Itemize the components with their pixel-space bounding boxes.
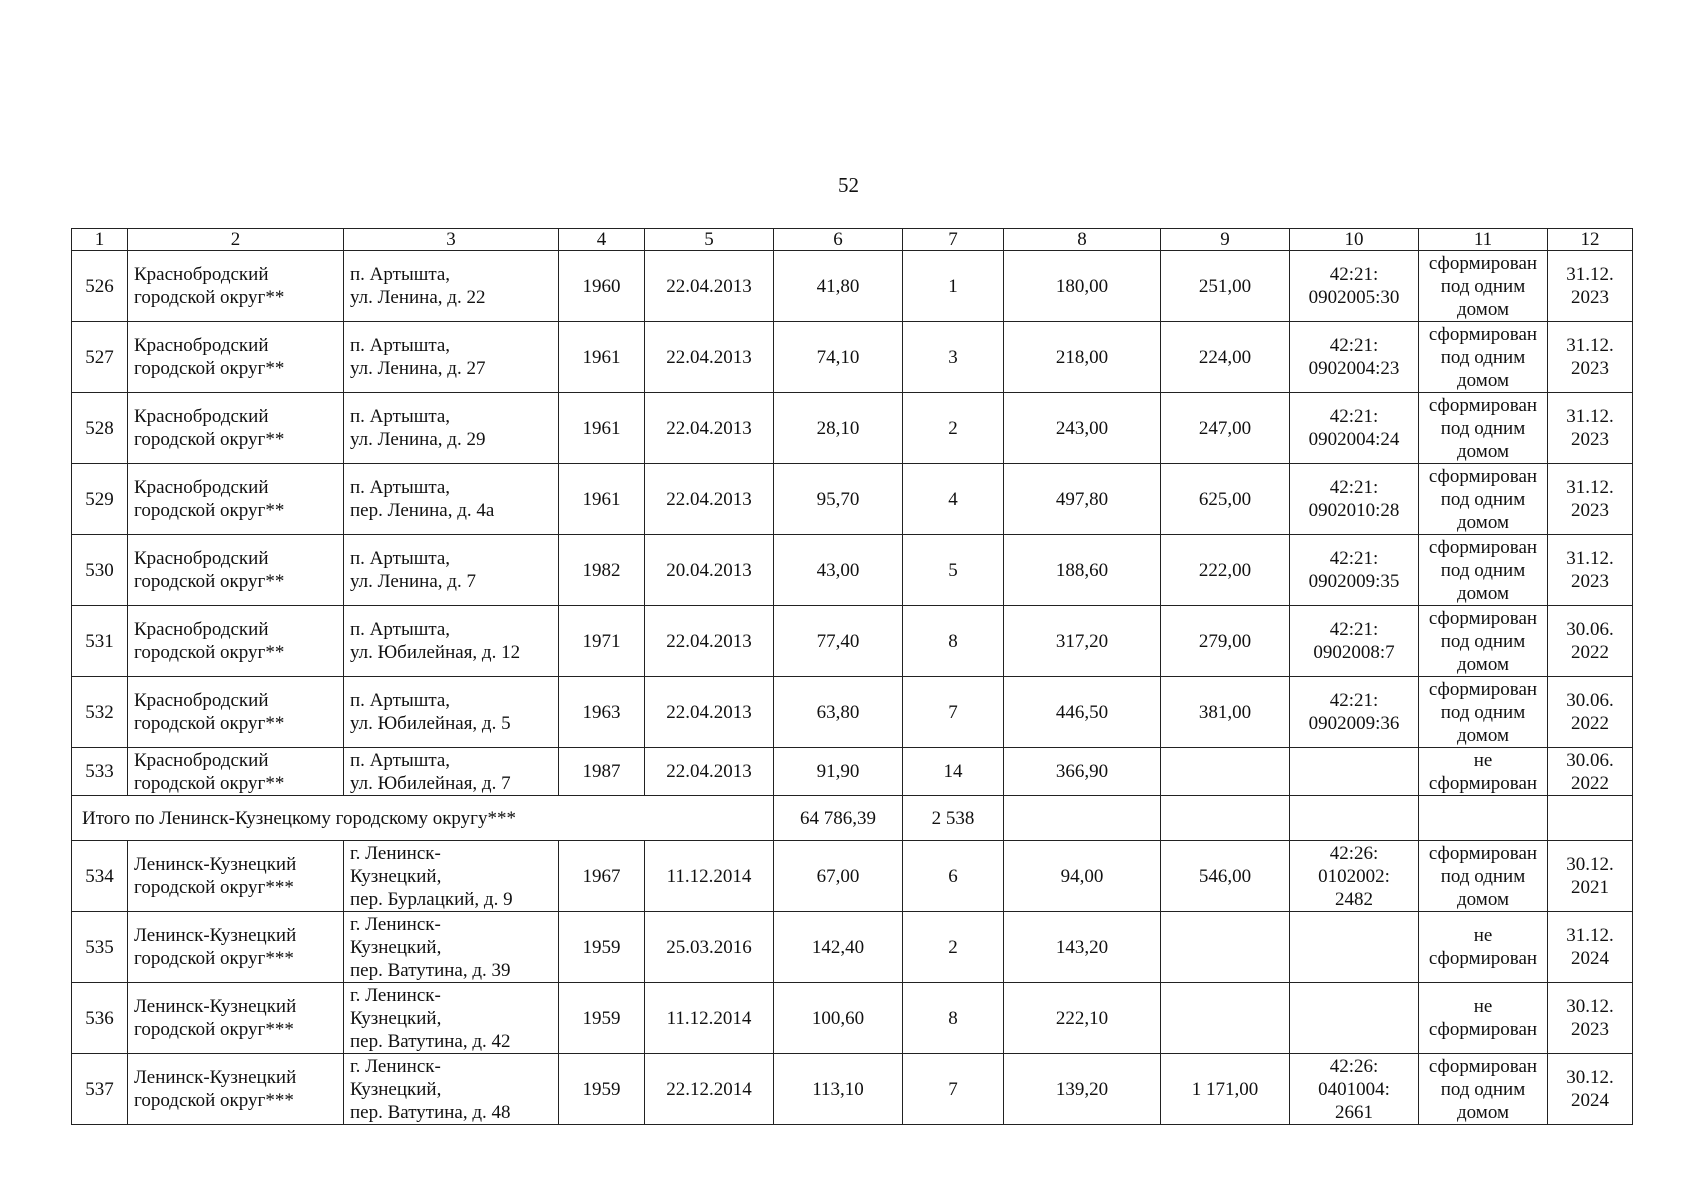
- resettled-area: 74,10: [774, 322, 903, 393]
- row-number: 531: [72, 606, 128, 677]
- construction-year: 1959: [559, 912, 645, 983]
- municipality-name: Краснобродский городской округ**: [128, 677, 344, 748]
- house-address: п. Артышта, пер. Ленина, д. 4а: [344, 464, 559, 535]
- construction-year: 1961: [559, 322, 645, 393]
- land-plot-area: 222,00: [1161, 535, 1290, 606]
- construction-year: 1963: [559, 677, 645, 748]
- land-plot-area: 279,00: [1161, 606, 1290, 677]
- land-plot-status: сформирован под одним домом: [1419, 841, 1548, 912]
- row-number: 529: [72, 464, 128, 535]
- table-row: [72, 535, 1633, 606]
- column-number: 12: [1548, 229, 1633, 251]
- building-area: 446,50: [1004, 677, 1161, 748]
- emergency-recognition-date: 22.04.2013: [645, 393, 774, 464]
- cadastral-number: 42:26: 0401004: 2661: [1290, 1054, 1419, 1125]
- table-row: [72, 983, 1633, 1054]
- building-area: 222,10: [1004, 983, 1161, 1054]
- house-address: п. Артышта, ул. Ленина, д. 27: [344, 322, 559, 393]
- resident-count: 2: [903, 393, 1004, 464]
- land-plot-area: 251,00: [1161, 251, 1290, 322]
- land-plot-area: [1161, 983, 1290, 1054]
- planned-deadline: 30.12. 2024: [1548, 1054, 1633, 1125]
- building-area: 139,20: [1004, 1054, 1161, 1125]
- cadastral-number: 42:21: 0902005:30: [1290, 251, 1419, 322]
- emergency-recognition-date: 22.04.2013: [645, 322, 774, 393]
- cadastral-number: 42:21: 0902004:23: [1290, 322, 1419, 393]
- total-label: Итого по Ленинск-Кузнецкому городскому округу***: [72, 796, 774, 841]
- resident-count: 6: [903, 841, 1004, 912]
- cadastral-number: 42:21: 0902009:36: [1290, 677, 1419, 748]
- construction-year: 1959: [559, 983, 645, 1054]
- municipality-name: Краснобродский городской округ**: [128, 251, 344, 322]
- column-number: 7: [903, 229, 1004, 251]
- resettled-area: 142,40: [774, 912, 903, 983]
- land-plot-area: [1161, 912, 1290, 983]
- table-row: [72, 1054, 1633, 1125]
- house-address: г. Ленинск- Кузнецкий, пер. Ватутина, д. 42: [344, 983, 559, 1054]
- page-number: 52: [838, 173, 859, 197]
- table-body: [72, 229, 1633, 1125]
- planned-deadline: 31.12. 2023: [1548, 393, 1633, 464]
- column-number: 4: [559, 229, 645, 251]
- municipality-name: Краснобродский городской округ**: [128, 535, 344, 606]
- house-address: п. Артышта, ул. Ленина, д. 29: [344, 393, 559, 464]
- resident-count: 7: [903, 1054, 1004, 1125]
- land-plot-area: 546,00: [1161, 841, 1290, 912]
- emergency-recognition-date: 22.04.2013: [645, 606, 774, 677]
- resident-count: 1: [903, 251, 1004, 322]
- row-number: 533: [72, 748, 128, 796]
- house-address: п. Артышта, ул. Юбилейная, д. 5: [344, 677, 559, 748]
- table-row: [72, 464, 1633, 535]
- land-plot-area: 381,00: [1161, 677, 1290, 748]
- construction-year: 1967: [559, 841, 645, 912]
- construction-year: 1971: [559, 606, 645, 677]
- cadastral-number: 42:21: 0902010:28: [1290, 464, 1419, 535]
- row-number: 532: [72, 677, 128, 748]
- house-address: п. Артышта, ул. Ленина, д. 7: [344, 535, 559, 606]
- construction-year: 1961: [559, 464, 645, 535]
- building-area: 94,00: [1004, 841, 1161, 912]
- resettled-area: 113,10: [774, 1054, 903, 1125]
- resettled-area: 91,90: [774, 748, 903, 796]
- planned-deadline: 31.12. 2023: [1548, 535, 1633, 606]
- table-row: [72, 393, 1633, 464]
- municipality-name: Ленинск-Кузнецкий городской округ***: [128, 983, 344, 1054]
- planned-deadline: 30.06. 2022: [1548, 748, 1633, 796]
- resident-count: 8: [903, 983, 1004, 1054]
- column-number: 10: [1290, 229, 1419, 251]
- cadastral-number: 42:21: 0902008:7: [1290, 606, 1419, 677]
- land-plot-status: не сформирован: [1419, 983, 1548, 1054]
- emergency-recognition-date: 22.04.2013: [645, 748, 774, 796]
- table-row: [72, 841, 1633, 912]
- table-row: [72, 322, 1633, 393]
- planned-deadline: 30.06. 2022: [1548, 677, 1633, 748]
- land-plot-status: сформирован под одним домом: [1419, 677, 1548, 748]
- column-number: 5: [645, 229, 774, 251]
- resettled-area: 100,60: [774, 983, 903, 1054]
- land-plot-status: сформирован под одним домом: [1419, 1054, 1548, 1125]
- resettled-area: 95,70: [774, 464, 903, 535]
- construction-year: 1982: [559, 535, 645, 606]
- table-row: [72, 606, 1633, 677]
- municipality-name: Краснобродский городской округ**: [128, 606, 344, 677]
- empty-cell: [1004, 796, 1161, 841]
- building-area: 188,60: [1004, 535, 1161, 606]
- building-area: 366,90: [1004, 748, 1161, 796]
- house-address: п. Артышта, ул. Юбилейная, д. 7: [344, 748, 559, 796]
- table-row: [72, 748, 1633, 796]
- land-plot-status: сформирован под одним домом: [1419, 322, 1548, 393]
- emergency-recognition-date: 11.12.2014: [645, 983, 774, 1054]
- emergency-recognition-date: 25.03.2016: [645, 912, 774, 983]
- total-area: 64 786,39: [774, 796, 903, 841]
- municipality-name: Ленинск-Кузнецкий городской округ***: [128, 841, 344, 912]
- land-plot-area: 625,00: [1161, 464, 1290, 535]
- planned-deadline: 31.12. 2023: [1548, 464, 1633, 535]
- construction-year: 1959: [559, 1054, 645, 1125]
- total-residents: 2 538: [903, 796, 1004, 841]
- resettled-area: 28,10: [774, 393, 903, 464]
- planned-deadline: 30.12. 2023: [1548, 983, 1633, 1054]
- resettled-area: 63,80: [774, 677, 903, 748]
- table-row: [72, 912, 1633, 983]
- building-area: 218,00: [1004, 322, 1161, 393]
- emergency-recognition-date: 22.04.2013: [645, 464, 774, 535]
- row-number: 526: [72, 251, 128, 322]
- land-plot-area: 224,00: [1161, 322, 1290, 393]
- empty-cell: [1548, 796, 1633, 841]
- resident-count: 14: [903, 748, 1004, 796]
- column-number: 2: [128, 229, 344, 251]
- resident-count: 8: [903, 606, 1004, 677]
- planned-deadline: 31.12. 2024: [1548, 912, 1633, 983]
- emergency-recognition-date: 20.04.2013: [645, 535, 774, 606]
- empty-cell: [1290, 796, 1419, 841]
- land-plot-area: 1 171,00: [1161, 1054, 1290, 1125]
- planned-deadline: 31.12. 2023: [1548, 251, 1633, 322]
- planned-deadline: 30.06. 2022: [1548, 606, 1633, 677]
- column-number: 6: [774, 229, 903, 251]
- emergency-recognition-date: 22.04.2013: [645, 677, 774, 748]
- resident-count: 2: [903, 912, 1004, 983]
- planned-deadline: 31.12. 2023: [1548, 322, 1633, 393]
- municipality-name: Краснобродский городской округ**: [128, 322, 344, 393]
- resettled-area: 67,00: [774, 841, 903, 912]
- municipality-name: Ленинск-Кузнецкий городской округ***: [128, 1054, 344, 1125]
- row-number: 527: [72, 322, 128, 393]
- empty-cell: [1419, 796, 1548, 841]
- construction-year: 1961: [559, 393, 645, 464]
- resettled-area: 77,40: [774, 606, 903, 677]
- building-area: 317,20: [1004, 606, 1161, 677]
- resident-count: 5: [903, 535, 1004, 606]
- municipality-name: Ленинск-Кузнецкий городской округ***: [128, 912, 344, 983]
- house-address: г. Ленинск- Кузнецкий, пер. Бурлацкий, д. 9: [344, 841, 559, 912]
- building-area: 497,80: [1004, 464, 1161, 535]
- planned-deadline: 30.12. 2021: [1548, 841, 1633, 912]
- resettled-area: 41,80: [774, 251, 903, 322]
- cadastral-number: 42:21: 0902004:24: [1290, 393, 1419, 464]
- cadastral-number: [1290, 748, 1419, 796]
- empty-cell: [1161, 796, 1290, 841]
- land-plot-status: сформирован под одним домом: [1419, 251, 1548, 322]
- land-plot-status: сформирован под одним домом: [1419, 606, 1548, 677]
- row-number: 536: [72, 983, 128, 1054]
- building-area: 143,20: [1004, 912, 1161, 983]
- table-row: [72, 677, 1633, 748]
- emergency-recognition-date: 22.12.2014: [645, 1054, 774, 1125]
- building-area: 180,00: [1004, 251, 1161, 322]
- column-number: 3: [344, 229, 559, 251]
- house-address: п. Артышта, ул. Ленина, д. 22: [344, 251, 559, 322]
- municipality-name: Краснобродский городской округ**: [128, 748, 344, 796]
- cadastral-number: [1290, 983, 1419, 1054]
- cadastral-number: 42:21: 0902009:35: [1290, 535, 1419, 606]
- house-address: п. Артышта, ул. Юбилейная, д. 12: [344, 606, 559, 677]
- resident-count: 3: [903, 322, 1004, 393]
- housing-register-table: [71, 228, 1633, 1125]
- emergency-recognition-date: 22.04.2013: [645, 251, 774, 322]
- resettled-area: 43,00: [774, 535, 903, 606]
- cadastral-number: [1290, 912, 1419, 983]
- land-plot-area: [1161, 748, 1290, 796]
- house-address: г. Ленинск- Кузнецкий, пер. Ватутина, д. 39: [344, 912, 559, 983]
- municipality-name: Краснобродский городской округ**: [128, 393, 344, 464]
- construction-year: 1960: [559, 251, 645, 322]
- emergency-recognition-date: 11.12.2014: [645, 841, 774, 912]
- column-number: 11: [1419, 229, 1548, 251]
- municipality-name: Краснобродский городской округ**: [128, 464, 344, 535]
- column-number: 8: [1004, 229, 1161, 251]
- resident-count: 4: [903, 464, 1004, 535]
- land-plot-status: сформирован под одним домом: [1419, 535, 1548, 606]
- total-row: [72, 796, 1633, 841]
- cadastral-number: 42:26: 0102002: 2482: [1290, 841, 1419, 912]
- column-number: 1: [72, 229, 128, 251]
- table-row: [72, 251, 1633, 322]
- land-plot-status: не сформирован: [1419, 912, 1548, 983]
- row-number: 537: [72, 1054, 128, 1125]
- row-number: 530: [72, 535, 128, 606]
- row-number: 528: [72, 393, 128, 464]
- resident-count: 7: [903, 677, 1004, 748]
- building-area: 243,00: [1004, 393, 1161, 464]
- land-plot-status: сформирован под одним домом: [1419, 393, 1548, 464]
- land-plot-area: 247,00: [1161, 393, 1290, 464]
- house-address: г. Ленинск- Кузнецкий, пер. Ватутина, д. 48: [344, 1054, 559, 1125]
- row-number: 534: [72, 841, 128, 912]
- column-number: 9: [1161, 229, 1290, 251]
- land-plot-status: сформирован под одним домом: [1419, 464, 1548, 535]
- construction-year: 1987: [559, 748, 645, 796]
- column-number-row: [72, 229, 1633, 251]
- row-number: 535: [72, 912, 128, 983]
- land-plot-status: не сформирован: [1419, 748, 1548, 796]
